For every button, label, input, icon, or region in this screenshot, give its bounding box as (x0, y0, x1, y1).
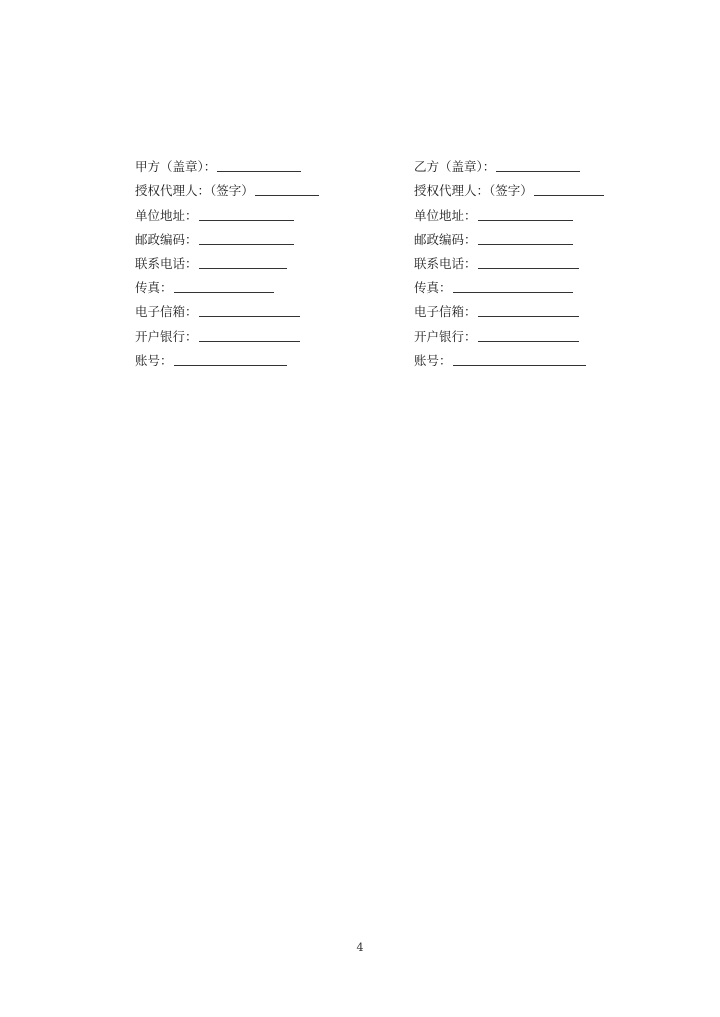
party-a-seal-row (135, 151, 319, 175)
party-a-email-label: 电子信箱： (135, 304, 198, 320)
party-a-agent-row (135, 175, 319, 199)
party-b-account-blank[interactable] (453, 353, 586, 366)
party-a-phone-row (135, 248, 319, 272)
party-b-postcode-blank[interactable] (478, 232, 573, 245)
party-b-address-row (414, 199, 604, 223)
party-a-postcode-blank[interactable] (199, 232, 294, 245)
party-a-account-label: 账号： (135, 352, 173, 368)
party-a-postcode-label: 邮政编码： (135, 231, 198, 247)
party-a-fax-blank[interactable] (174, 280, 274, 293)
page-number: 4 (356, 941, 364, 954)
party-b-email-row (414, 296, 604, 320)
party-a-fax-row (135, 272, 319, 296)
party-b-postcode-row (414, 224, 604, 248)
party-a-phone-blank[interactable] (199, 256, 287, 269)
party-b-account-label: 账号： (414, 352, 452, 368)
party-a-seal-label: 甲方（盖章）： (135, 159, 217, 175)
party-b-bank-row (414, 320, 604, 344)
party-b-email-label: 电子信箱： (414, 304, 477, 320)
party-b-seal-blank[interactable] (496, 159, 580, 172)
party-a-email-row (135, 296, 319, 320)
party-b-account-row (414, 345, 604, 369)
party-b-email-blank[interactable] (478, 304, 579, 317)
party-b-fax-label: 传真： (414, 280, 452, 296)
party-b-agent-blank[interactable] (534, 183, 604, 196)
party-b-signature-block (414, 151, 604, 369)
party-a-account-blank[interactable] (174, 353, 287, 366)
party-a-signature-block (135, 151, 319, 369)
party-a-agent-label: 授权代理人：（签字） (135, 183, 254, 199)
party-a-address-blank[interactable] (199, 208, 294, 221)
party-b-address-blank[interactable] (478, 208, 573, 221)
party-a-address-label: 单位地址： (135, 207, 198, 223)
party-b-bank-blank[interactable] (478, 329, 579, 342)
party-a-address-row (135, 199, 319, 223)
party-a-agent-blank[interactable] (255, 183, 319, 196)
party-a-account-row (135, 345, 319, 369)
party-a-seal-blank[interactable] (217, 159, 301, 172)
party-a-email-blank[interactable] (199, 304, 300, 317)
party-a-bank-row (135, 320, 319, 344)
party-b-bank-label: 开户银行： (414, 328, 477, 344)
party-b-agent-label: 授权代理人：（签字） (414, 183, 533, 199)
party-b-phone-row (414, 248, 604, 272)
party-b-fax-blank[interactable] (453, 280, 573, 293)
party-b-fax-row (414, 272, 604, 296)
party-a-postcode-row (135, 224, 319, 248)
party-b-phone-label: 联系电话： (414, 255, 477, 271)
party-b-seal-label: 乙方（盖章）： (414, 159, 496, 175)
party-b-agent-row (414, 175, 604, 199)
party-b-seal-row (414, 151, 604, 175)
party-a-fax-label: 传真： (135, 280, 173, 296)
party-a-bank-label: 开户银行： (135, 328, 198, 344)
party-a-phone-label: 联系电话： (135, 255, 198, 271)
party-b-postcode-label: 邮政编码： (414, 231, 477, 247)
party-a-bank-blank[interactable] (199, 329, 300, 342)
party-b-address-label: 单位地址： (414, 207, 477, 223)
party-b-phone-blank[interactable] (478, 256, 579, 269)
